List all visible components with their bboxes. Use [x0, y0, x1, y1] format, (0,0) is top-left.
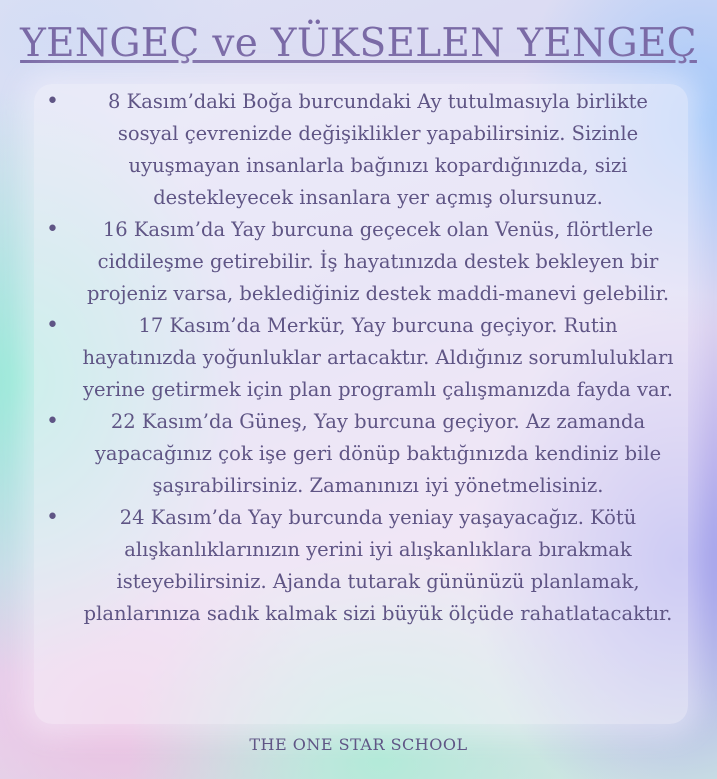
bullet-icon: • [46, 409, 59, 434]
bullet-icon: • [46, 217, 59, 242]
bullet-icon: • [46, 313, 59, 338]
page-title: YENGEÇ ve YÜKSELEN YENGEÇ [20, 21, 697, 66]
list-item-text: 22 Kasım’da Güneş, Yay burcuna geçiyor. Az zamanda yapacağınız çok işe geri dönüp baktığınızda kendiniz bile şaşırabilirsiniz. Zamanınızı iyi yönetmelisiniz. [94, 410, 662, 497]
list-item [40, 310, 684, 406]
list-item-text: 24 Kasım’da Yay burcunda yeniay yaşayacağız. Kötü alışkanlıklarınızın yerini iyi alışkanlıklara bırakmak isteyebilirsiniz. Ajanda tutarak gününüzü planlamak, planlarınıza sadık kalmak sizi büyük ölçüde rahatlatacaktır. [83, 506, 673, 625]
bullet-icon: • [46, 505, 59, 530]
list-item [40, 214, 684, 310]
list-item-text: 16 Kasım’da Yay burcuna geçecek olan Venüs, flörtlerle ciddileşme getirebilir. İş hayatınızda destek bekleyen bir projeniz varsa, beklediğiniz destek maddi-manevi gelebilir. [86, 218, 670, 305]
list-item-text: 17 Kasım’da Merkür, Yay burcuna geçiyor. Rutin hayatınızda yoğunluklar artacaktır. Aldığınız sorumlulukları yerine getirmek için plan programlı çalışmanızda fayda var. [82, 314, 674, 401]
horoscope-list [40, 86, 684, 630]
footer-brand: THE ONE STAR SCHOOL [249, 735, 468, 754]
list-item [40, 502, 684, 630]
list-item-text: 8 Kasım’daki Boğa burcundaki Ay tutulmasıyla birlikte sosyal çevrenizde değişiklikler yapabilirsiniz. Sizinle uyuşmayan insanlarla bağınızı kopardığınızda, sizi destekleyecek insanlara yer açmış olursunuz. [108, 90, 648, 209]
list-item [40, 406, 684, 502]
bullet-icon: • [46, 89, 59, 114]
list-item [40, 86, 684, 214]
